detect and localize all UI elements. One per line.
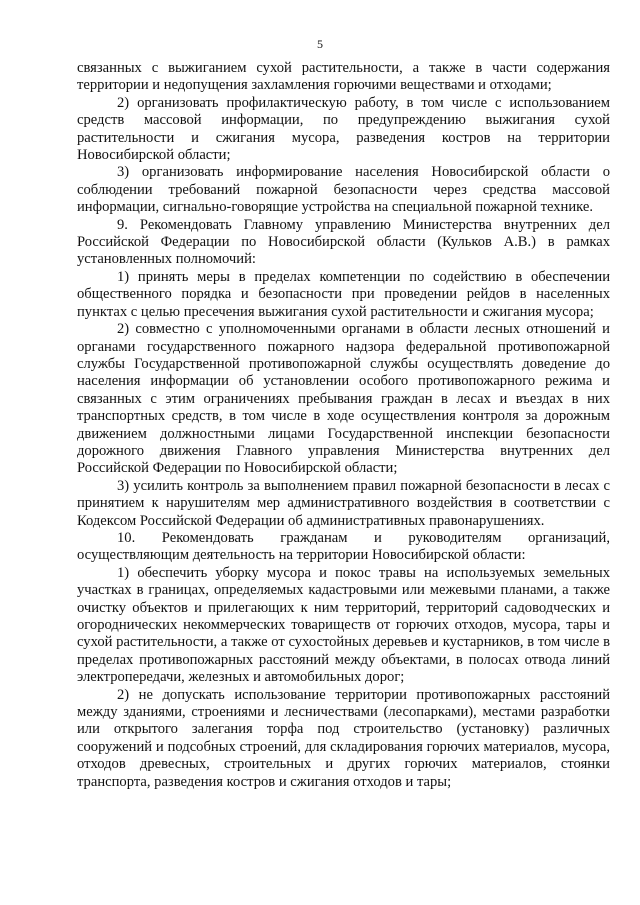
paragraph: 2) организовать профилактическую работу, в том числе с использованием средств массовой информации, по предупреждению выжигания сухой растительности и сжигания мусора, разведения костров на территории Новосибирской области; — [77, 94, 610, 164]
paragraph: 3) организовать информирование населения Новосибирской области о соблюдении требований пожарной безопасности через средства массовой информации, сигнально-говорящие устройства на специальной пожарной технике. — [77, 164, 610, 216]
paragraph: 2) совместно с уполномоченными органами в области лесных отношений и органами государственного пожарного надзора федеральной противопожарной службы Государственной противопожарной службы осуществлять доведение до населения информации об установлении особого противопожарного режима и связанных с этим ограничениях пребывания граждан в лесах и въездах в них транспортных средств, в том числе в ходе осуществления контроля за дорожным движением должностными лицами Государственной инспекции безопасности дорожного движения Главного управления Министерства внутренних дел Российской Федерации по Новосибирской области; — [77, 321, 610, 477]
paragraph: 2) не допускать использование территории противопожарных расстояний между зданиями, строениями и лесничествами (лесопарками), местами разработки или открытого залегания торфа под строительство (установку) различных сооружений и подсобных строений, для складирования горючих материалов, мусора, отходов древесных, строительных и других горючих материалов, стоянки транспорта, разведения костров и сжигания отходов и тары; — [77, 686, 610, 790]
paragraph: 9. Рекомендовать Главному управлению Министерства внутренних дел Российской Федерации по Новосибирской области (Кульков А.В.) в рамках установленных полномочий: — [77, 216, 610, 268]
document-body — [77, 60, 610, 791]
paragraph: 3) усилить контроль за выполнением правил пожарной безопасности в лесах с принятием к нарушителям мер административного воздействия в соответствии с Кодексом Российской Федерации об административных правонарушениях. — [77, 477, 610, 529]
paragraph: 1) обеспечить уборку мусора и покос травы на используемых земельных участках в границах, определяемых кадастровыми или межевыми планами, а также очистку объектов и прилегающих к ним территорий, территорий садоводческих и огороднических некоммерческих товариществ от горючих отходов, мусора, тары и сухой растительности, а также от сухостойных деревьев и кустарников, в том числе в пределах противопожарных расстояний между объектами, в полосах отвода линий электропередачи, железных и автомобильных дорог; — [77, 564, 610, 686]
paragraph: связанных с выжиганием сухой растительности, а также в части содержания территории и недопущения захламления горючими веществами и отходами; — [77, 60, 610, 94]
paragraph: 10. Рекомендовать гражданам и руководителям организаций, осуществляющим деятельность на территории Новосибирской области: — [77, 529, 610, 564]
paragraph: 1) принять меры в пределах компетенции по содействию в обеспечении общественного порядка и безопасности при проведении рейдов в населенных пунктах с целью пресечения выжигания сухой растительности и сжигания мусора; — [77, 268, 610, 320]
page-number: 5 — [317, 37, 323, 51]
